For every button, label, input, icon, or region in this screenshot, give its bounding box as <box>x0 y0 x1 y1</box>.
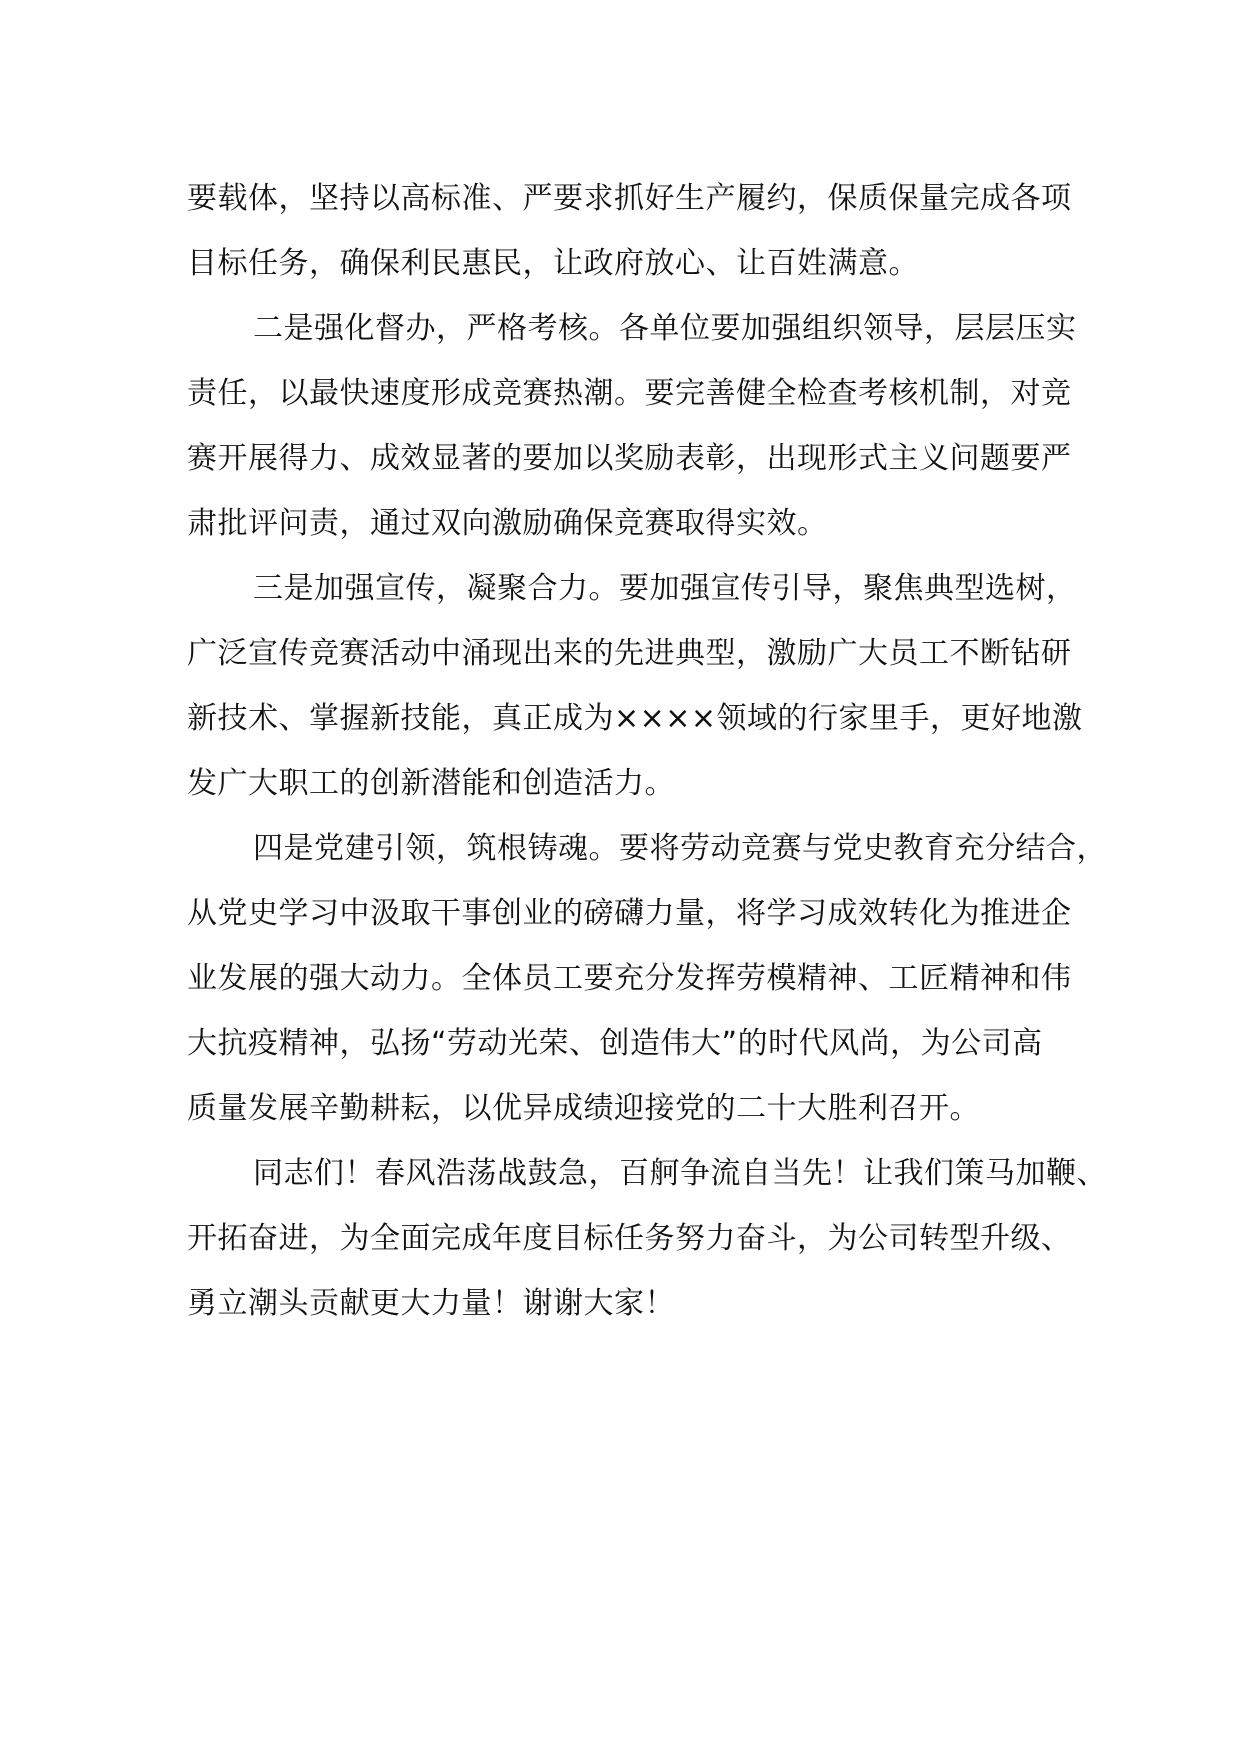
text-line: 勇立潮头贡献更大力量！谢谢大家！ <box>187 1286 675 1321</box>
text-line: 发广大职工的创新潜能和创造活力。 <box>187 766 675 801</box>
text-line: 大抗疫精神，弘扬“劳动光荣、创造伟大”的时代风尚，为公司高 <box>187 1026 1043 1061</box>
paragraph-start-line: 三是加强宣传，凝聚合力。要加强宣传引导，聚焦典型选树， <box>253 571 1077 606</box>
text-line: 质量发展辛勤耕耘，以优异成绩迎接党的二十大胜利召开。 <box>187 1091 980 1126</box>
text-line: 新技术、掌握新技能，真正成为××××领域的行家里手，更好地激 <box>187 701 1083 736</box>
text-line: 肃批评问责，通过双向激励确保竞赛取得实效。 <box>187 506 828 541</box>
paragraph-start-line: 二是强化督办，严格考核。各单位要加强组织领导，层层压实 <box>253 311 1077 346</box>
text-line: 赛开展得力、成效显著的要加以奖励表彰，出现形式主义问题要严 <box>187 441 1072 476</box>
text-line: 开拓奋进，为全面完成年度目标任务努力奋斗，为公司转型升级、 <box>187 1221 1072 1256</box>
body-text <box>187 166 1107 1336</box>
text-line: 从党史学习中汲取干事创业的磅礴力量，将学习成效转化为推进企 <box>187 896 1072 931</box>
paragraph-start-line: 同志们！春风浩荡战鼓急，百舸争流自当先！让我们策马加鞭、 <box>253 1156 1107 1191</box>
text-line: 目标任务，确保利民惠民，让政府放心、让百姓满意。 <box>187 246 919 281</box>
text-line: 广泛宣传竞赛活动中涌现出来的先进典型，激励广大员工不断钻研 <box>187 636 1072 671</box>
text-line: 责任，以最快速度形成竞赛热潮。要完善健全检查考核机制，对竞 <box>187 376 1072 411</box>
paragraph-start-line: 四是党建引领，筑根铸魂。要将劳动竞赛与党史教育充分结合， <box>253 831 1107 866</box>
text-line: 要载体，坚持以高标准、严要求抓好生产履约，保质保量完成各项 <box>187 181 1072 216</box>
text-line: 业发展的强大动力。全体员工要充分发挥劳模精神、工匠精神和伟 <box>187 961 1072 996</box>
